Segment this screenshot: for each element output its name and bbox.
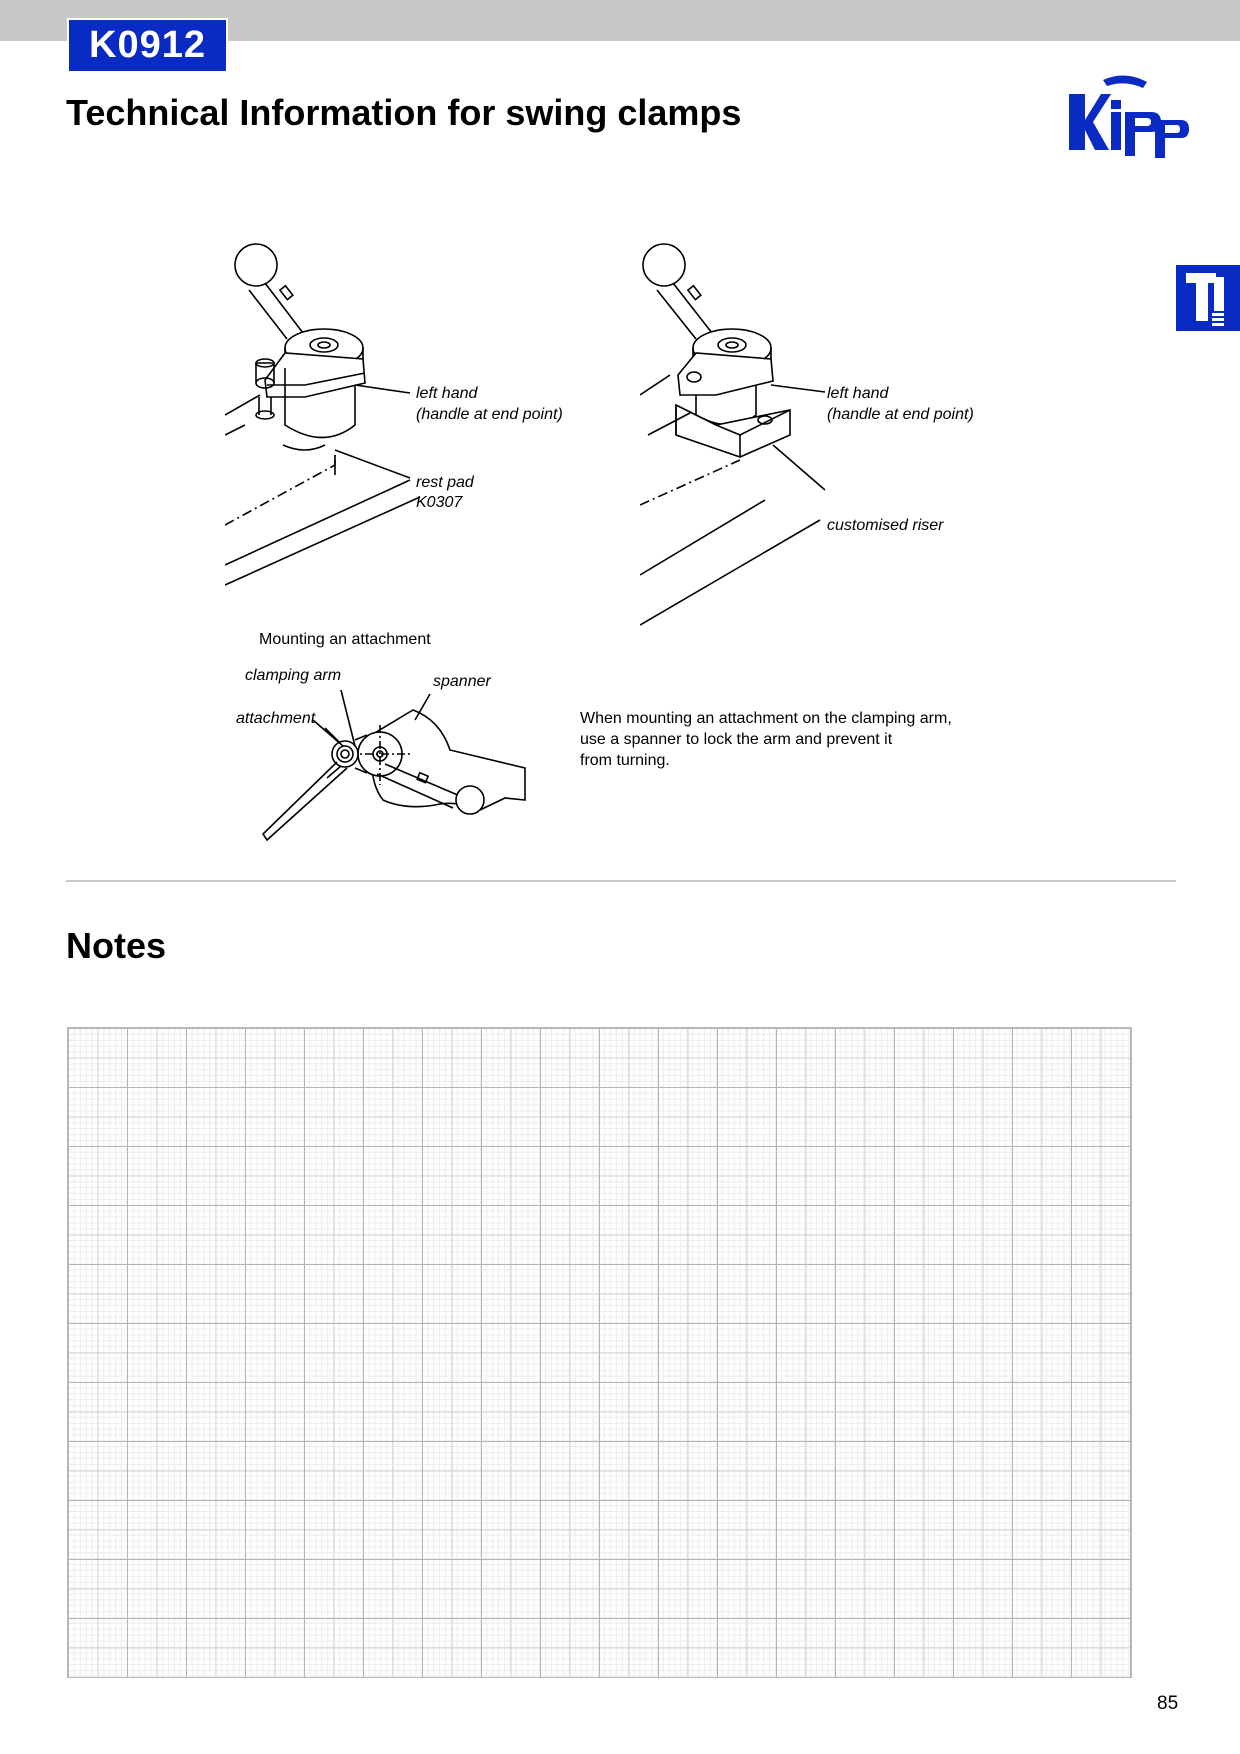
handle-end-point-label-2: (handle at end point) — [827, 406, 974, 423]
attachment-label: attachment — [236, 710, 316, 727]
swing-clamp-riser-illustration — [640, 235, 835, 635]
description-line-3: from turning. — [580, 752, 670, 769]
customised-riser-label: customised riser — [827, 517, 944, 534]
clamping-arm-label: clamping arm — [245, 667, 342, 684]
notes-title: Notes — [66, 925, 167, 966]
description-line-2: use a spanner to lock the arm and prevent it — [580, 731, 893, 748]
page-title: Technical Information for swing clamps — [66, 92, 742, 133]
spanner-mounting-illustration — [255, 690, 540, 845]
clamp-icon — [1176, 265, 1240, 331]
product-code-badge: K0912 — [67, 18, 228, 73]
section-divider — [66, 880, 1176, 882]
left-hand-label-2: left hand — [827, 385, 889, 402]
page-number: 85 — [1157, 1693, 1179, 1714]
notes-graph-paper[interactable] — [67, 1027, 1132, 1678]
spanner-label: spanner — [433, 673, 491, 690]
rest-pad-code-label: K0307 — [416, 494, 463, 511]
handle-end-point-label-1: (handle at end point) — [416, 406, 563, 423]
description-line-1: When mounting an attachment on the clamping arm, — [580, 710, 952, 727]
left-hand-label-1: left hand — [416, 385, 478, 402]
rest-pad-label: rest pad — [416, 474, 474, 491]
swing-clamp-rest-pad-illustration — [225, 235, 425, 605]
mounting-description — [580, 708, 952, 771]
clamp-icon-tab[interactable] — [1176, 265, 1240, 331]
kipp-logo — [1065, 72, 1190, 162]
mounting-heading: Mounting an attachment — [259, 631, 431, 648]
